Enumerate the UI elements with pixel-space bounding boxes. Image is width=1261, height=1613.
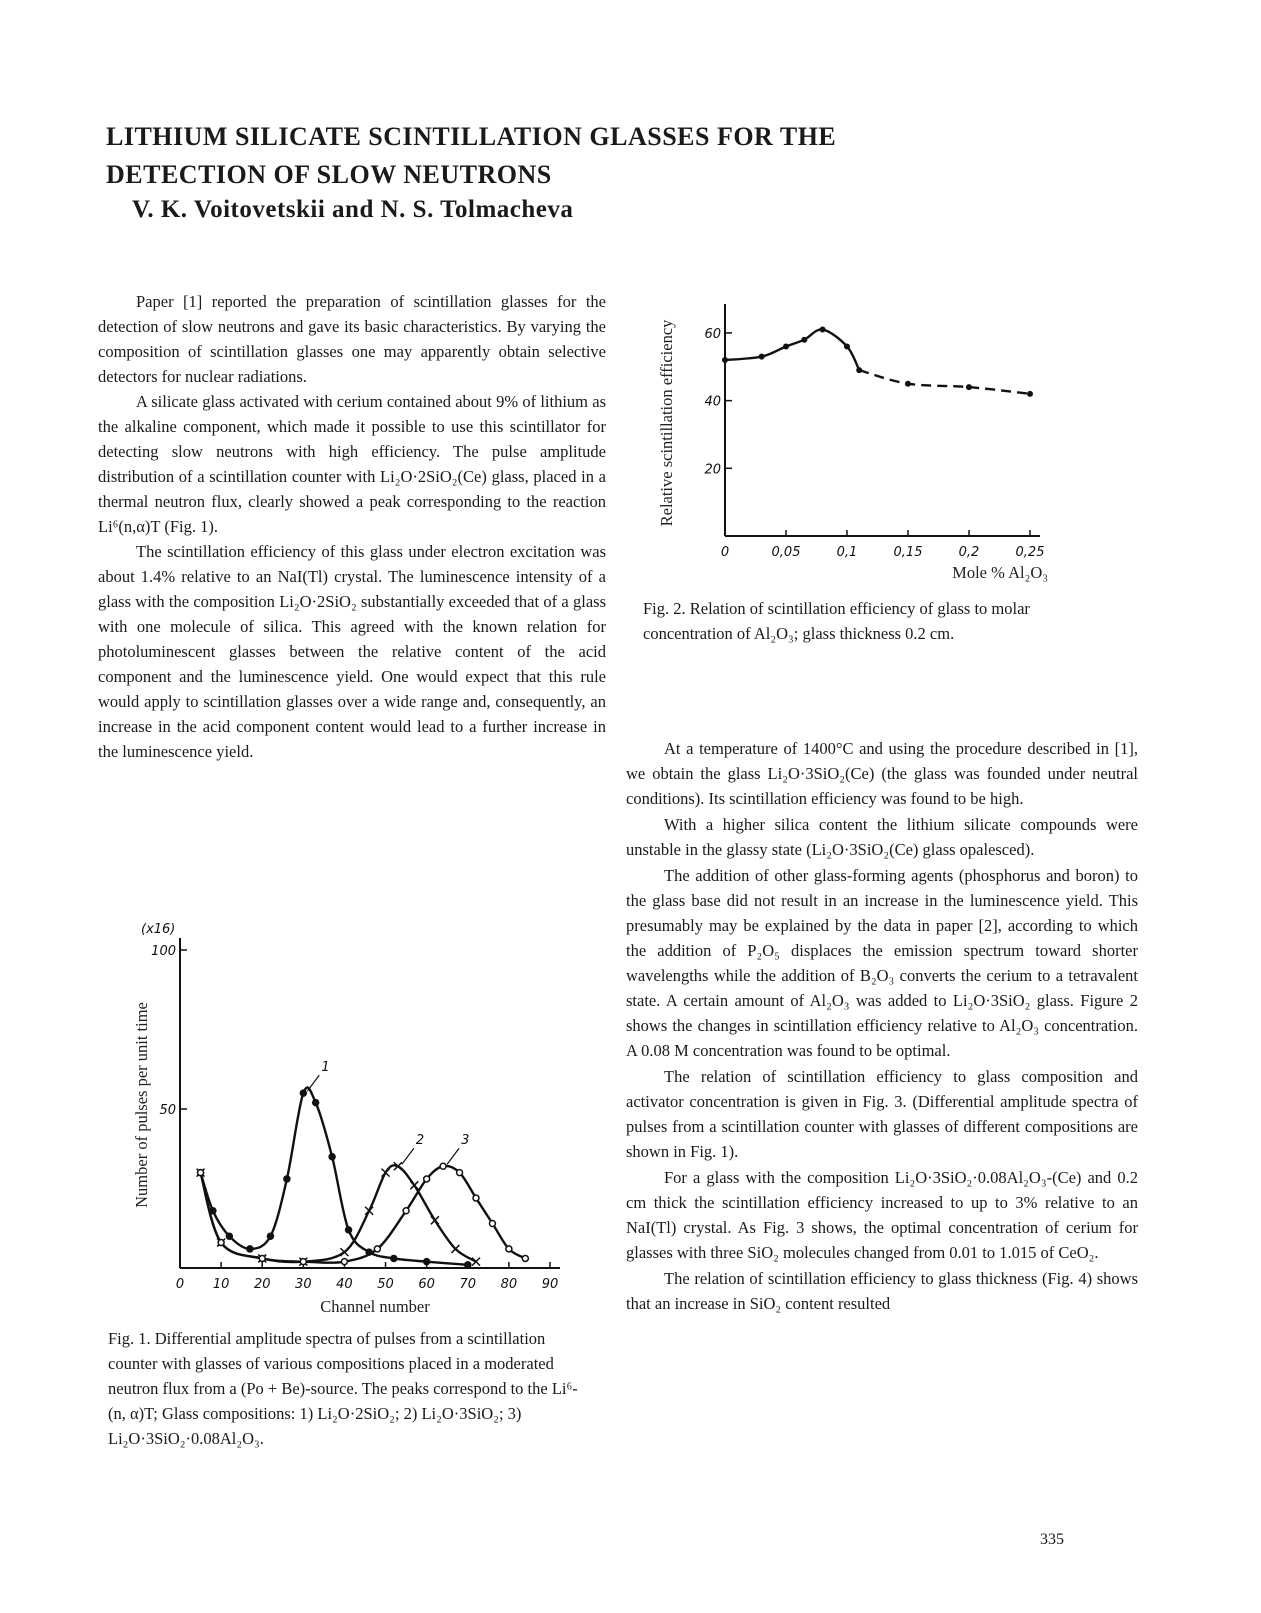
y-axis-label: Number of pulses per unit time xyxy=(132,1002,151,1208)
data-point xyxy=(346,1227,352,1233)
data-point xyxy=(905,381,911,387)
data-point xyxy=(783,343,789,349)
paragraph: The relation of scintillation efficiency to glass composition and activator concentration is given in Fig. 3. (Differential amplitude spectra of pulses from a scintillation counter with glasses of different compositions are shown in Fig. 1). xyxy=(626,1067,1138,1161)
x-tick-label: 0,2 xyxy=(958,545,980,560)
data-point xyxy=(489,1220,495,1226)
fig1-chart xyxy=(125,915,585,1315)
data-point xyxy=(966,384,972,390)
x-tick-label: 60 xyxy=(418,1277,435,1292)
data-point xyxy=(440,1163,446,1169)
data-point xyxy=(759,354,765,360)
series-line-dashed xyxy=(859,370,1030,394)
x-tick-label: 20 xyxy=(253,1277,271,1292)
data-point xyxy=(410,1181,418,1189)
fig2-caption: Fig. 2. Relation of scintillation efficiency of glass to molar concentration of Al₂O₃; glass thickness 0.2 cm. xyxy=(643,599,1030,643)
x-tick-label: 0,05 xyxy=(771,545,801,560)
data-point xyxy=(198,1170,204,1176)
title-line-1: LITHIUM SILICATE SCINTILLATION GLASSES FOR THE xyxy=(106,122,837,151)
data-point xyxy=(403,1208,409,1214)
series-line-solid xyxy=(725,329,859,370)
data-point xyxy=(374,1246,380,1252)
paragraph: For a glass with the composition Li₂O·3SiO₂·0.08Al₂O₃-(Ce) and 0.2 cm thick the scintillation efficiency increased to up to 3% relative to an NaI(Tl) crystal. As Fig. 3 shows, the optimal concentration of cerium for glasses with three SiO₂ molecules changed from 0.01 to 1.015 of CeO₂. xyxy=(626,1168,1138,1262)
data-point xyxy=(382,1169,390,1177)
authors: V. K. Voitovetskii and N. S. Tolmacheva xyxy=(132,196,574,223)
data-point xyxy=(465,1262,471,1268)
y-tick-label: 60 xyxy=(704,326,721,342)
x-tick-label: 0,15 xyxy=(893,545,923,560)
data-point xyxy=(722,357,728,363)
y-tick-label: 50 xyxy=(159,1103,176,1118)
paragraph: The relation of scintillation efficiency to glass thickness (Fig. 4) shows that an increase in SiO₂ content resulted xyxy=(626,1269,1138,1313)
series-label: 3 xyxy=(461,1133,470,1149)
x-tick-label: 80 xyxy=(500,1277,518,1292)
x-tick-label: 0,1 xyxy=(836,545,858,560)
left-column xyxy=(98,289,606,764)
x-tick-label: 40 xyxy=(336,1277,353,1292)
data-point xyxy=(856,367,862,373)
fig1-caption: Fig. 1. Differential amplitude spectra of pulses from a scintillation counter with glasses of various compositions placed in a moderated neutron flux from a (Po + Be)-source. The peaks correspond to the Li⁶-(n, α)T; Glass compositions: 1) Li₂O·2SiO₂; 2) Li₂O·3SiO₂; 3) Li₂O·3SiO₂·0.08Al₂O₃. xyxy=(108,1329,578,1448)
x-tick-label: 30 xyxy=(295,1277,312,1292)
x-tick-label: 10 xyxy=(212,1277,230,1292)
data-point xyxy=(522,1255,528,1261)
x-tick-label: 50 xyxy=(377,1277,394,1292)
x-tick-label: 70 xyxy=(459,1277,477,1292)
data-point xyxy=(284,1176,290,1182)
data-point xyxy=(801,337,807,343)
x-tick-label: 0 xyxy=(720,545,730,560)
x-axis-label: Channel number xyxy=(320,1297,430,1316)
data-point xyxy=(300,1259,306,1265)
y-tick-label: 40 xyxy=(704,394,721,410)
y-tick-label: 100 xyxy=(151,944,176,959)
x-tick-label: 90 xyxy=(541,1277,559,1292)
data-point xyxy=(300,1090,306,1096)
paragraph: With a higher silica content the lithium silicate compounds were unstable in the glassy state (Li₂O·3SiO₂(Ce) glass opalesced). xyxy=(626,815,1138,859)
data-point xyxy=(329,1154,335,1160)
data-point xyxy=(431,1216,439,1224)
data-point xyxy=(506,1246,512,1252)
data-point xyxy=(365,1207,373,1215)
paragraph: The scintillation efficiency of this glass under electron excitation was about 1.4% relative to an NaI(Tl) crystal. The luminescence intensity of a glass with the composition Li₂O·2SiO₂ substantially exceeded that of a glass with one molecule of silica. This agreed with the known relation for photoluminescent glasses between the relative content of the acid component and the luminescence yield. One would expect that this rule would apply to scintillation glasses over a wide range and, consequently, an increase in the acid component content would lead to a further increase in the luminescence yield. xyxy=(98,542,606,761)
data-point xyxy=(391,1255,397,1261)
series-label-leader xyxy=(307,1075,319,1091)
series-label-leader xyxy=(402,1148,414,1164)
x-axis-label: Mole % Al₂O₃ xyxy=(952,563,1048,582)
data-point xyxy=(424,1176,430,1182)
data-point xyxy=(1027,391,1033,397)
y-multiplier-label: (x16) xyxy=(141,922,176,937)
right-column xyxy=(626,736,1138,1317)
series-label: 1 xyxy=(321,1060,330,1076)
data-point xyxy=(424,1259,430,1265)
fig2-chart xyxy=(650,283,1070,582)
title-line-2: DETECTION OF SLOW NEUTRONS xyxy=(106,160,552,189)
data-point xyxy=(218,1240,224,1246)
page-number: 335 xyxy=(1040,1531,1064,1548)
data-point xyxy=(451,1245,459,1253)
data-point xyxy=(247,1246,253,1252)
paragraph: At a temperature of 1400°C and using the procedure described in [1], we obtain the glass Li₂O·3SiO₂(Ce) (the glass was founded under neutral conditions). Its scintillation efficiency was found to be high. xyxy=(626,739,1138,808)
data-point xyxy=(267,1233,273,1239)
series-label-leader xyxy=(447,1148,459,1164)
data-point xyxy=(259,1255,265,1261)
data-point xyxy=(457,1170,463,1176)
x-tick-label: 0 xyxy=(175,1277,185,1292)
x-tick-label: 0,25 xyxy=(1015,545,1045,560)
paragraph: Paper [1] reported the preparation of scintillation glasses for the detection of slow neutrons and gave its basic characteristics. By varying the composition of scintillation glasses one may apparently obtain selective detectors for nuclear radiations. xyxy=(98,292,606,386)
data-point xyxy=(226,1233,232,1239)
data-point xyxy=(472,1258,480,1266)
paper-title xyxy=(106,118,836,194)
paragraph: A silicate glass activated with cerium contained about 9% of lithium as the alkaline component, which made it possible to use this scintillator for detecting slow neutrons with high efficiency. The pulse amplitude distribution of a scintillation counter with Li₂O·2SiO₂(Ce) glass, placed in a thermal neutron flux, clearly showed a peak corresponding to the reaction Li⁶(n,α)T (Fig. 1). xyxy=(98,392,606,536)
series-label: 2 xyxy=(415,1133,425,1149)
paragraph: The addition of other glass-forming agents (phosphorus and boron) to the glass base did not result in an increase in the luminescence yield. This presumably may be explained by the data in paper [2], according to which the addition of P₂O₅ displaces the emission spectrum toward shorter wavelengths while the addition of B₂O₃ converts the cerium to a tetravalent state. A certain amount of Al₂O₃ was added to Li₂O·3SiO₂ glass. Figure 2 shows the changes in scintillation efficiency relative to Al₂O₃ concentration. A 0.08 M concentration was found to be optimal. xyxy=(626,866,1138,1060)
data-point xyxy=(473,1195,479,1201)
y-axis-label: Relative scintillation efficiency xyxy=(657,319,676,527)
data-point xyxy=(340,1248,348,1256)
data-point xyxy=(844,343,850,349)
data-point xyxy=(313,1100,319,1106)
y-tick-label: 20 xyxy=(704,462,721,478)
data-point xyxy=(341,1259,347,1265)
data-point xyxy=(820,327,826,333)
